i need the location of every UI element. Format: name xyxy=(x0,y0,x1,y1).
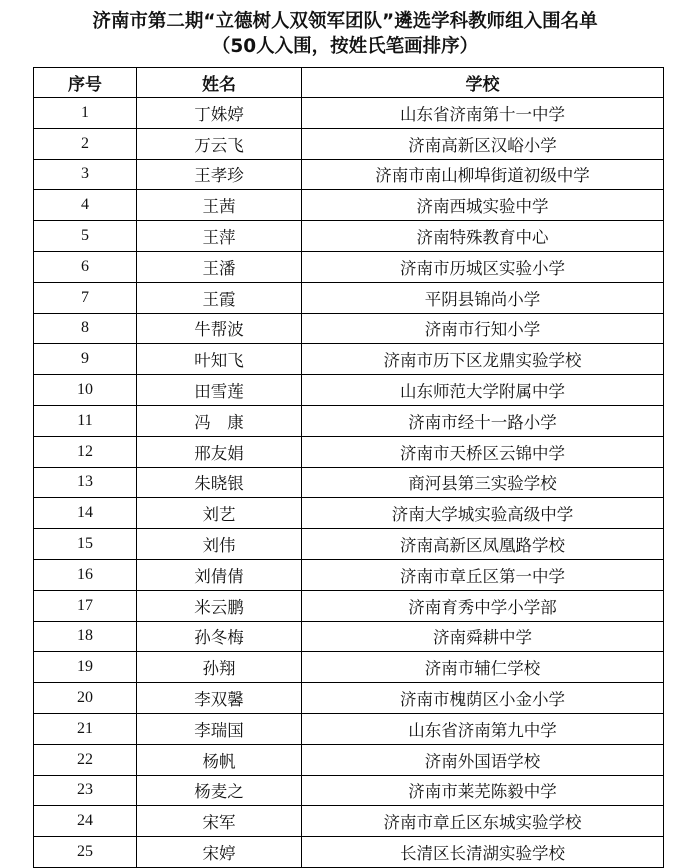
cell-number: 22 xyxy=(34,744,137,775)
cell-number: 16 xyxy=(34,559,137,590)
table-row xyxy=(34,375,664,406)
cell-name: 刘倩倩 xyxy=(137,559,302,590)
table-row xyxy=(34,467,664,498)
cell-number: 17 xyxy=(34,590,137,621)
table-row xyxy=(34,806,664,837)
cell-name: 宋军 xyxy=(137,806,302,837)
table-row xyxy=(34,190,664,221)
cell-name: 叶知飞 xyxy=(137,344,302,375)
cell-number: 23 xyxy=(34,775,137,806)
cell-number: 15 xyxy=(34,529,137,560)
cell-name: 邢友娟 xyxy=(137,436,302,467)
cell-school: 济南市槐荫区小金小学 xyxy=(302,683,664,714)
cell-school: 济南市辅仁学校 xyxy=(302,652,664,683)
cell-name: 孙翔 xyxy=(137,652,302,683)
cell-school: 济南市章丘区东城实验学校 xyxy=(302,806,664,837)
table-row xyxy=(34,529,664,560)
cell-school: 山东师范大学附属中学 xyxy=(302,375,664,406)
cell-number: 8 xyxy=(34,313,137,344)
table-header-row xyxy=(34,68,664,98)
table-row xyxy=(34,837,664,868)
cell-school: 济南特殊教育中心 xyxy=(302,221,664,252)
cell-name: 杨帆 xyxy=(137,744,302,775)
table-row xyxy=(34,621,664,652)
cell-name: 王茜 xyxy=(137,190,302,221)
table-row xyxy=(34,251,664,282)
cell-number: 20 xyxy=(34,683,137,714)
cell-school: 济南市章丘区第一中学 xyxy=(302,559,664,590)
table-row xyxy=(34,498,664,529)
table-row xyxy=(34,344,664,375)
cell-school: 商河县第三实验学校 xyxy=(302,467,664,498)
cell-name: 米云鹏 xyxy=(137,590,302,621)
cell-name: 刘伟 xyxy=(137,529,302,560)
cell-name: 朱晓银 xyxy=(137,467,302,498)
cell-name: 刘艺 xyxy=(137,498,302,529)
cell-number: 2 xyxy=(34,128,137,159)
cell-number: 3 xyxy=(34,159,137,190)
table-row xyxy=(34,683,664,714)
column-header-name: 姓名 xyxy=(137,68,302,98)
table-row xyxy=(34,652,664,683)
cell-school: 济南外国语学校 xyxy=(302,744,664,775)
cell-school: 济南市历城区实验小学 xyxy=(302,251,664,282)
cell-number: 25 xyxy=(34,837,137,868)
cell-number: 14 xyxy=(34,498,137,529)
table-row xyxy=(34,744,664,775)
cell-school: 平阴县锦尚小学 xyxy=(302,282,664,313)
cell-number: 13 xyxy=(34,467,137,498)
table-row xyxy=(34,221,664,252)
cell-number: 21 xyxy=(34,713,137,744)
cell-number: 1 xyxy=(34,98,137,129)
document-subtitle: （50人入围，按姓氏笔画排序） xyxy=(211,36,479,57)
cell-name: 王孝珍 xyxy=(137,159,302,190)
cell-number: 19 xyxy=(34,652,137,683)
cell-school: 山东省济南第九中学 xyxy=(302,713,664,744)
cell-number: 9 xyxy=(34,344,137,375)
cell-school: 济南高新区凤凰路学校 xyxy=(302,529,664,560)
document-title: 济南市第二期“立德树人双领军团队”遴选学科教师组入围名单 xyxy=(92,11,598,32)
table-row xyxy=(34,559,664,590)
cell-name: 李双馨 xyxy=(137,683,302,714)
cell-school: 济南大学城实验高级中学 xyxy=(302,498,664,529)
cell-number: 4 xyxy=(34,190,137,221)
cell-number: 18 xyxy=(34,621,137,652)
table-row xyxy=(34,313,664,344)
cell-name: 宋婷 xyxy=(137,837,302,868)
table-row xyxy=(34,436,664,467)
cell-school: 济南市莱芜陈毅中学 xyxy=(302,775,664,806)
cell-name: 冯 康 xyxy=(137,405,302,436)
cell-school: 山东省济南第十一中学 xyxy=(302,98,664,129)
cell-name: 王霞 xyxy=(137,282,302,313)
cell-name: 孙冬梅 xyxy=(137,621,302,652)
cell-name: 王潘 xyxy=(137,251,302,282)
cell-number: 7 xyxy=(34,282,137,313)
cell-school: 济南西城实验中学 xyxy=(302,190,664,221)
table-row xyxy=(34,98,664,129)
roster-table xyxy=(33,67,664,868)
cell-number: 11 xyxy=(34,405,137,436)
cell-name: 万云飞 xyxy=(137,128,302,159)
table-row xyxy=(34,775,664,806)
cell-name: 王萍 xyxy=(137,221,302,252)
cell-name: 李瑞国 xyxy=(137,713,302,744)
cell-school: 济南育秀中学小学部 xyxy=(302,590,664,621)
cell-school: 济南高新区汉峪小学 xyxy=(302,128,664,159)
cell-number: 12 xyxy=(34,436,137,467)
table-row xyxy=(34,282,664,313)
cell-number: 10 xyxy=(34,375,137,406)
table-body xyxy=(34,98,664,868)
table-row xyxy=(34,405,664,436)
table-row xyxy=(34,128,664,159)
cell-school: 济南市南山柳埠街道初级中学 xyxy=(302,159,664,190)
table-row xyxy=(34,713,664,744)
cell-school: 济南市历下区龙鼎实验学校 xyxy=(302,344,664,375)
cell-number: 6 xyxy=(34,251,137,282)
cell-name: 田雪莲 xyxy=(137,375,302,406)
cell-name: 牛帮波 xyxy=(137,313,302,344)
cell-number: 24 xyxy=(34,806,137,837)
cell-name: 丁姝婷 xyxy=(137,98,302,129)
cell-school: 济南市天桥区云锦中学 xyxy=(302,436,664,467)
column-header-school: 学校 xyxy=(302,68,664,98)
cell-name: 杨麦之 xyxy=(137,775,302,806)
table-row xyxy=(34,159,664,190)
column-header-number: 序号 xyxy=(34,68,137,98)
cell-school: 济南市行知小学 xyxy=(302,313,664,344)
table-row xyxy=(34,590,664,621)
cell-school: 济南市经十一路小学 xyxy=(302,405,664,436)
cell-number: 5 xyxy=(34,221,137,252)
cell-school: 济南舜耕中学 xyxy=(302,621,664,652)
cell-school: 长清区长清湖实验学校 xyxy=(302,837,664,868)
